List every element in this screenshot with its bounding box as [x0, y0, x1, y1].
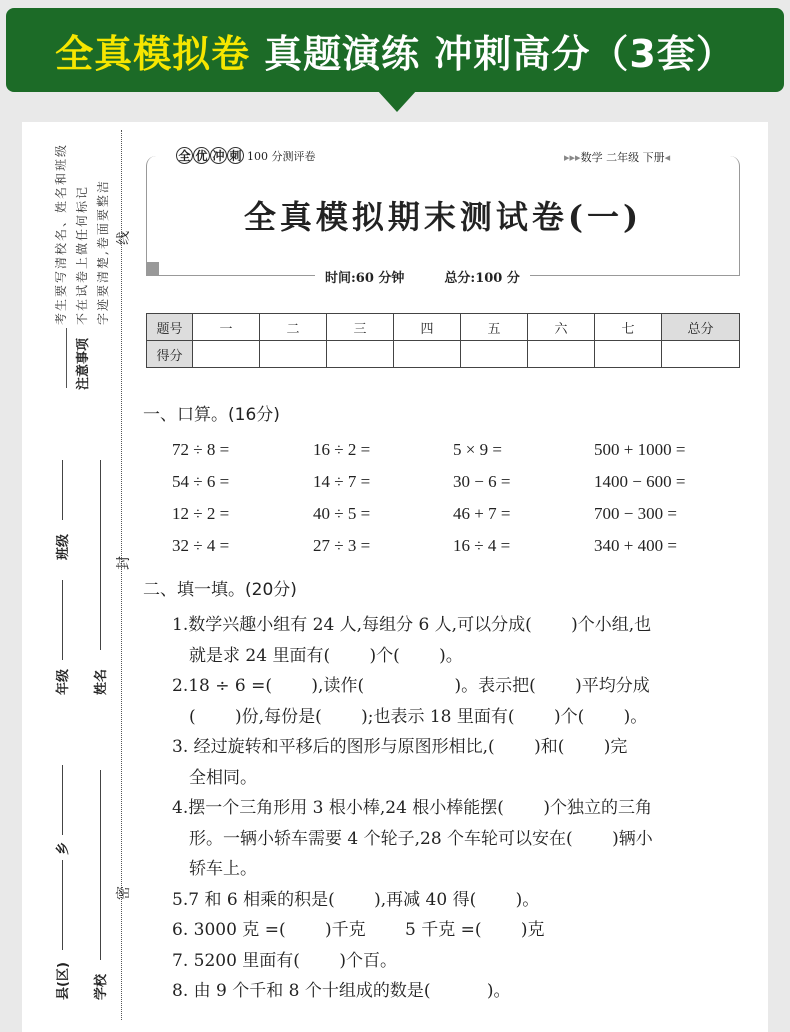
grade-label: 年级 [56, 668, 71, 695]
banner-highlight: 全真模拟卷 [55, 31, 251, 76]
question-line: 就是求 24 里面有( )个( )。 [172, 645, 463, 666]
section2-title: 二、填一填。(20分) [143, 580, 297, 600]
score-cell[interactable] [193, 341, 260, 368]
col-header: 总分 [662, 314, 740, 341]
brand-char: 全 [176, 147, 193, 164]
section1-title: 一、口算。(16分) [143, 405, 280, 425]
calc-item: 500 + 1000 = [594, 440, 686, 459]
banner-pointer [377, 90, 417, 112]
arrows-icon: ▸▸▸ [564, 151, 581, 164]
question-line: 6. 3000 克 =( )千克 5 千克 =( )克 [172, 920, 545, 940]
subject-text: 数学 二年级 下册 [580, 151, 665, 164]
name-line[interactable] [100, 460, 101, 650]
grade-line[interactable] [62, 580, 63, 660]
calc-item: 32 ÷ 4 = [172, 536, 230, 555]
calc-item: 30 − 6 = [453, 472, 511, 491]
seal-mark-line: 线 [116, 231, 132, 245]
col-header: 五 [461, 314, 528, 341]
score-cell[interactable] [662, 341, 740, 368]
calc-item: 1400 − 600 = [594, 472, 686, 491]
question-line: 8. 由 9 个千和 8 个十组成的数是( )。 [172, 981, 511, 1001]
promo-banner [6, 8, 784, 92]
calc-item: 700 − 300 = [594, 504, 677, 523]
brand-char: 刺 [227, 147, 244, 164]
score-cell[interactable] [461, 341, 528, 368]
calc-item: 46 + 7 = [453, 504, 511, 523]
calc-item: 16 ÷ 2 = [313, 440, 371, 459]
score-cell[interactable] [260, 341, 327, 368]
row-label: 题号 [147, 314, 193, 341]
question-line: 2.18 ÷ 6 =( ),读作( )。表示把( )平均分成 [172, 676, 650, 696]
township-line[interactable] [62, 765, 63, 835]
county-label: 县(区) [56, 962, 71, 1000]
exam-meta [315, 267, 530, 286]
county-line[interactable] [62, 860, 63, 950]
notes-title: 注意事项 [76, 337, 91, 390]
col-header: 三 [327, 314, 394, 341]
question-line: 3. 经过旋转和平移后的图形与原图形相比,( )和( )完 [172, 737, 628, 757]
subject-label [560, 149, 674, 165]
col-header: 一 [193, 314, 260, 341]
township-label: 乡 [56, 841, 71, 855]
calc-item: 340 + 400 = [594, 536, 677, 555]
score-cell[interactable] [595, 341, 662, 368]
name-label: 姓名 [94, 668, 109, 695]
brand-char: 优 [193, 147, 210, 164]
calc-item: 72 ÷ 8 = [172, 440, 230, 459]
score-cell[interactable] [327, 341, 394, 368]
question-line: 形。一辆小轿车需要 4 个轮子,28 个车轮可以安在( )辆小 [172, 828, 653, 849]
note-3: 字迹要清楚,卷面要整洁 [96, 179, 110, 325]
calc-item: 16 ÷ 4 = [453, 536, 511, 555]
score-cell[interactable] [394, 341, 461, 368]
note-2: 不在试卷上做任何标记 [75, 184, 89, 325]
calc-item: 12 ÷ 2 = [172, 504, 230, 523]
score-table [146, 313, 740, 368]
question-line: 7. 5200 里面有( )个百。 [172, 950, 397, 971]
class-label: 班级 [56, 533, 71, 560]
school-label: 学校 [94, 973, 109, 1000]
score-cell[interactable] [528, 341, 595, 368]
col-header: 六 [528, 314, 595, 341]
total-score: 总分:100 分 [444, 271, 520, 286]
row-label: 得分 [147, 341, 193, 368]
calc-item: 40 ÷ 5 = [313, 504, 371, 523]
divider [66, 328, 67, 388]
note-1: 考生要写清校名、姓名和班级 [54, 142, 68, 325]
question-line: 1.数学兴趣小组有 24 人,每组分 6 人,可以分成( )个小组,也 [172, 615, 652, 635]
brand-mark [172, 147, 320, 164]
class-line[interactable] [62, 460, 63, 520]
brand-suffix: 100 分测评卷 [247, 149, 316, 163]
col-header: 四 [394, 314, 461, 341]
school-line[interactable] [100, 770, 101, 960]
seal-mark-seal: 封 [116, 556, 132, 570]
brand-char: 冲 [210, 147, 227, 164]
time-limit: 时间:60 分钟 [325, 271, 405, 286]
question-line: ( )份,每份是( );也表示 18 里面有( )个( )。 [172, 706, 648, 727]
arrow-left-icon: ◂ [664, 151, 671, 164]
question-line: 全相同。 [172, 767, 257, 788]
question-line: 5.7 和 6 相乘的积是( ),再减 40 得( )。 [172, 889, 540, 910]
calc-item: 14 ÷ 7 = [313, 472, 371, 491]
col-header: 七 [595, 314, 662, 341]
corner-block [146, 262, 159, 275]
calc-item: 27 ÷ 3 = [313, 536, 371, 555]
banner-text: 真题演练 冲刺高分（3套） [264, 31, 735, 76]
calc-item: 54 ÷ 6 = [172, 472, 230, 491]
question-line: 4.摆一个三角形用 3 根小棒,24 根小棒能摆( )个独立的三角 [172, 798, 652, 818]
col-header: 二 [260, 314, 327, 341]
calc-item: 5 × 9 = [453, 440, 502, 459]
question-line: 轿车上。 [172, 859, 257, 879]
exam-title: 全真模拟期末测试卷(一) [243, 198, 643, 236]
seal-mark-secret: 密 [116, 886, 132, 900]
